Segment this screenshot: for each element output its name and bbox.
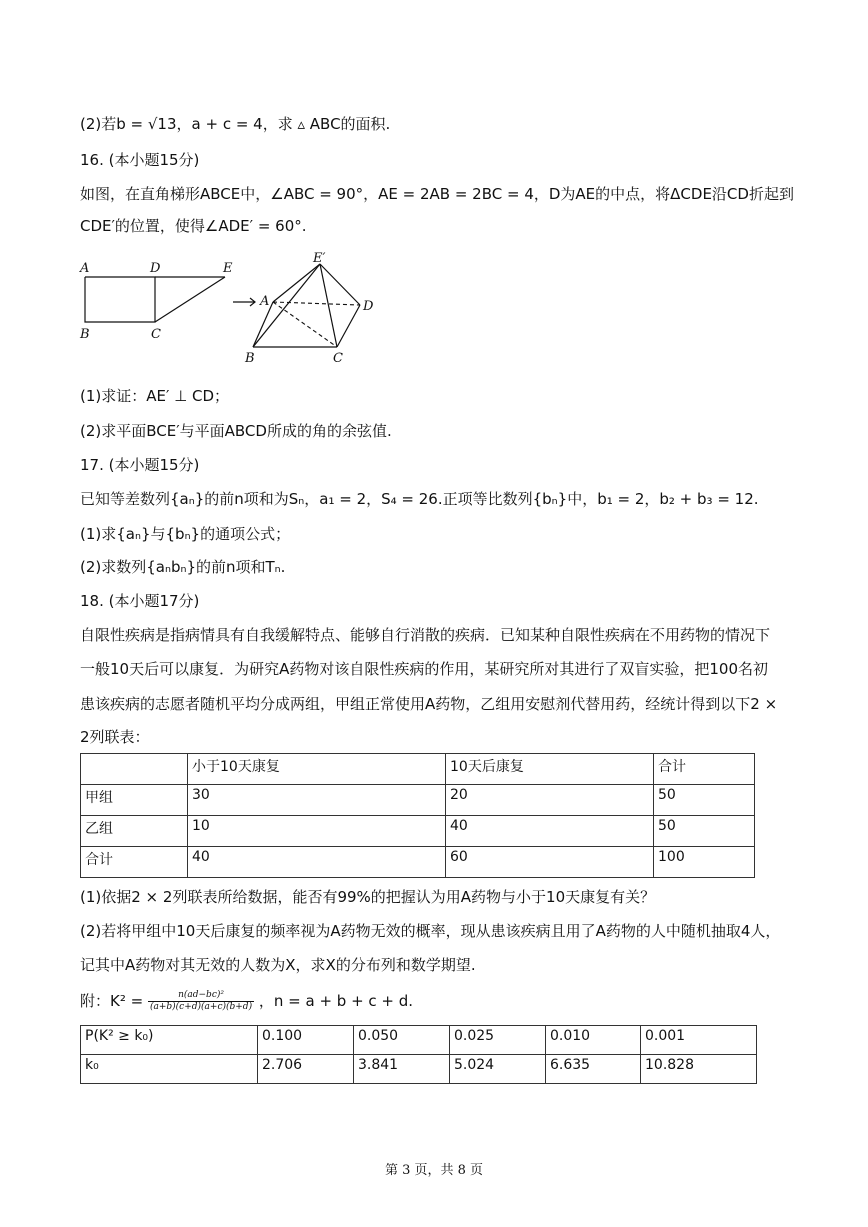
- q18-text-line4: 2列联表：: [80, 728, 150, 746]
- label-right-E: E′: [313, 252, 326, 266]
- table-cell: 甲组: [81, 785, 188, 816]
- q18-text-line1: 自限性疾病是指病情具有自我缓解特点、能够自行消散的疾病．已知某种自限性疾病在不用药物的情况下: [80, 626, 771, 644]
- table-cell: 10天后康复: [446, 754, 654, 785]
- formula-fraction: [148, 990, 254, 1013]
- label-right-A: A: [260, 294, 270, 309]
- table-cell: 乙组: [81, 816, 188, 847]
- table-cell: [81, 754, 188, 785]
- formula-denominator: (a+b)(c+d)(a+c)(b+d): [149, 1002, 253, 1012]
- q15-part2: (2)若b = √13，a + c = 4，求 ▵ ABC的面积.: [80, 115, 391, 133]
- table-cell: 40: [446, 816, 654, 847]
- q18-text-line2: 一般10天后可以康复．为研究A药物对该自限性疾病的作用，某研究所对其进行了双盲实验，把100名初: [80, 660, 768, 678]
- table-cell: 5.024: [450, 1055, 546, 1084]
- critical-value-table: [80, 1025, 757, 1084]
- q18-part2-line1: (2)若将甲组中10天后康复的频率视为A药物无效的概率，现从患该疾病且用了A药物的人中随机抽取4人，: [80, 922, 781, 940]
- table-cell: 6.635: [546, 1055, 641, 1084]
- folding-figure: [75, 252, 395, 376]
- label-left-C: C: [151, 327, 161, 342]
- q16-part2: (2)求平面BCE′与平面ABCD所成的角的余弦值.: [80, 422, 392, 440]
- table-cell: k₀: [81, 1055, 258, 1084]
- table-cell: 0.001: [641, 1026, 757, 1055]
- q18-part2-line2: 记其中A药物对其无效的人数为X，求X的分布列和数学期望.: [80, 956, 476, 974]
- formula-numerator: n(ad−bc)²: [148, 990, 254, 1002]
- appendix-suffix: ，n = a + b + c + d.: [258, 992, 414, 1010]
- table-cell: 100: [654, 847, 755, 878]
- table-cell: 10.828: [641, 1055, 757, 1084]
- table-cell: 0.050: [354, 1026, 450, 1055]
- table-cell: 20: [446, 785, 654, 816]
- label-left-E: E: [223, 261, 233, 276]
- table-row: [81, 816, 755, 847]
- table-row: [81, 1026, 757, 1055]
- table-cell: 小于10天康复: [188, 754, 446, 785]
- table-cell: P(K² ≥ k₀): [81, 1026, 258, 1055]
- table-cell: 合计: [654, 754, 755, 785]
- label-right-D: D: [363, 299, 374, 314]
- q18-text-line3: 患该疾病的志愿者随机平均分成两组，甲组正常使用A药物，乙组用安慰剂代替用药，经统计得到以下2 ×: [80, 695, 778, 713]
- table-row: [81, 1055, 757, 1084]
- table-row: [81, 785, 755, 816]
- label-left-D: D: [150, 261, 161, 276]
- q17-part2: (2)求数列{aₙbₙ}的前n项和Tₙ.: [80, 558, 286, 576]
- table-cell: 50: [654, 816, 755, 847]
- table-cell: 0.100: [258, 1026, 354, 1055]
- table-cell: 50: [654, 785, 755, 816]
- table-cell: 30: [188, 785, 446, 816]
- table-cell: 合计: [81, 847, 188, 878]
- table-row: [81, 754, 755, 785]
- table-row: [81, 847, 755, 878]
- q16-text-line1: 如图，在直角梯形ABCE中，∠ABC = 90°，AE = 2AB = 2BC = 4，D为AE的中点，将ΔCDE沿CD折起到: [80, 185, 794, 203]
- q17-heading: 17. (本小题15分): [80, 456, 200, 474]
- trapezoid-fold-diagram: [75, 252, 395, 372]
- table-cell: 0.025: [450, 1026, 546, 1055]
- label-left-B: B: [80, 327, 90, 342]
- q17-part1: (1)求{aₙ}与{bₙ}的通项公式；: [80, 525, 291, 543]
- table-cell: 3.841: [354, 1055, 450, 1084]
- contingency-table: [80, 753, 755, 878]
- table-cell: 10: [188, 816, 446, 847]
- label-right-C: C: [333, 351, 343, 366]
- appendix-prefix: 附：K² =: [80, 992, 144, 1010]
- appendix-formula: [80, 990, 413, 1013]
- q16-heading: 16. (本小题15分): [80, 151, 200, 169]
- table-cell: 60: [446, 847, 654, 878]
- table-cell: 2.706: [258, 1055, 354, 1084]
- table-cell: 0.010: [546, 1026, 641, 1055]
- q18-part1: (1)依据2 × 2列联表所给数据，能否有99%的把握认为用A药物与小于10天康复有关？: [80, 888, 656, 906]
- q16-text-line2: CDE′的位置，使得∠ADE′ = 60°.: [80, 217, 307, 235]
- page-footer: 第 3 页，共 8 页: [384, 1163, 484, 1178]
- label-right-B: B: [245, 351, 255, 366]
- q18-heading: 18. (本小题17分): [80, 592, 200, 610]
- table-cell: 40: [188, 847, 446, 878]
- label-left-A: A: [80, 261, 90, 276]
- q17-text: 已知等差数列{aₙ}的前n项和为Sₙ，a₁ = 2，S₄ = 26.正项等比数列{bₙ}中，b₁ = 2，b₂ + b₃ = 12.: [80, 490, 759, 508]
- q16-part1: (1)求证：AE′ ⊥ CD；: [80, 387, 230, 405]
